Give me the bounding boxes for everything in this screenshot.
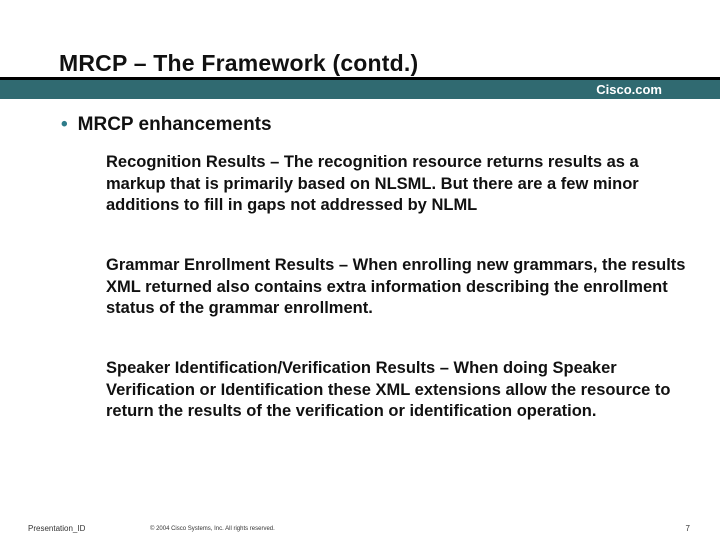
- paragraph-speaker-identification: Speaker Identification/Verification Results – When doing Speaker Verification or Identification these XML extensions allow the resource to return the results of the verification or identification operation.: [106, 359, 671, 420]
- brand-label: Cisco.com: [596, 82, 662, 97]
- footer-presentation-id: Presentation_ID: [28, 524, 86, 533]
- footer-page-number: 7: [685, 524, 690, 533]
- bullet-icon: •: [61, 114, 68, 135]
- paragraph-grammar-enrollment: Grammar Enrollment Results – When enrolling new grammars, the results XML returned also contains extra information describing the enrollment status of the grammar enrollment.: [106, 256, 686, 317]
- bullet-text: MRCP enhancements: [77, 114, 272, 135]
- paragraph-recognition-results: Recognition Results – The recognition resource returns results as a markup that is primarily based on NLSML. But there are a few minor additions to fill in gaps not addressed by NLML: [106, 153, 639, 214]
- bullet-item: [61, 114, 272, 136]
- footer-copyright: © 2004 Cisco Systems, Inc. All rights reserved.: [150, 526, 275, 532]
- slide-title: MRCP – The Framework (contd.): [59, 50, 419, 76]
- brand-bar: [0, 80, 720, 99]
